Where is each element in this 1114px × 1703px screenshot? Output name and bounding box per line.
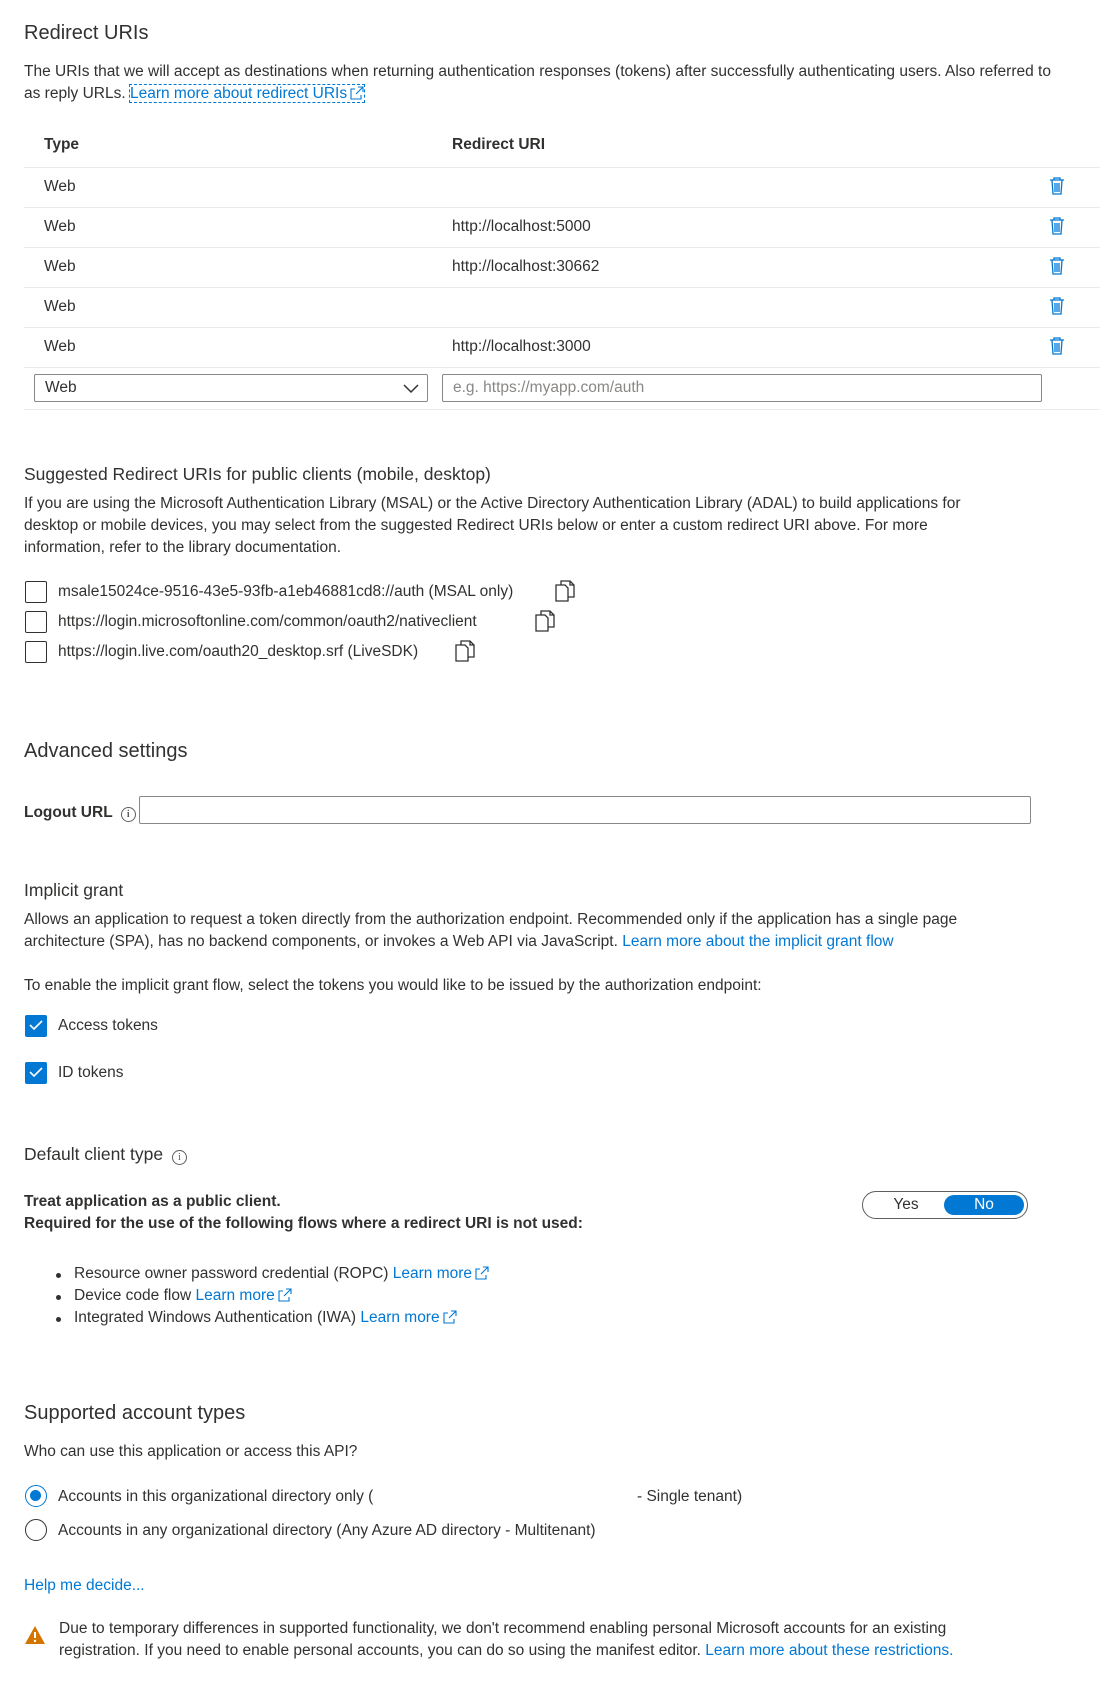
divider	[24, 409, 1100, 410]
access-tokens-label: Access tokens	[58, 1017, 158, 1034]
warning-line1: Due to temporary differences in supported functionality, we don't recommend enabling personal Microsoft accounts for an existing	[59, 1620, 947, 1637]
toggle-yes[interactable]: Yes	[893, 1196, 919, 1213]
checkmark-icon	[29, 1020, 43, 1031]
suggested-line1: If you are using the Microsoft Authentication Library (MSAL) or the Active Directory Authentication Library (ADAL) to build applications for	[24, 495, 961, 512]
suggested-title: Suggested Redirect URIs for public clients (mobile, desktop)	[24, 464, 491, 484]
required-flows-text: Required for the use of the following flows where a redirect URI is not used:	[24, 1215, 583, 1232]
bullet	[56, 1273, 61, 1278]
checkmark-icon	[29, 1067, 43, 1078]
client-type-title-wrap	[24, 1144, 187, 1165]
divider	[24, 287, 1100, 288]
flow-item	[74, 1285, 292, 1307]
flow-item	[74, 1263, 489, 1285]
external-link-icon	[475, 1266, 489, 1280]
external-link-icon	[278, 1288, 292, 1302]
implicit-line2: architecture (SPA), has no backend components, or invokes a Web API via JavaScript.	[24, 933, 618, 950]
redirect-uris-title: Redirect URIs	[24, 22, 149, 44]
row-uri: http://localhost:3000	[452, 338, 591, 355]
redirect-desc-line1: The URIs that we will accept as destinations when returning authentication responses (tokens) after successfully authenticating users. Also referred to	[24, 63, 1051, 80]
help-me-decide-link[interactable]: Help me decide...	[24, 1577, 145, 1594]
treat-public-client: Treat application as a public client.	[24, 1193, 281, 1210]
learn-more-label: Learn more	[360, 1309, 440, 1326]
suggested-option-label: msale15024ce-9516-43e5-93fb-a1eb46881cd8://auth (MSAL only)	[58, 583, 514, 600]
col-header-type: Type	[44, 136, 80, 153]
redirect-uri-input[interactable]	[442, 374, 1042, 402]
divider	[24, 367, 1100, 368]
learn-more-restrictions-link[interactable]: Learn more about these restrictions.	[705, 1642, 954, 1659]
suggested-checkbox[interactable]	[25, 611, 47, 633]
flow-text: Device code flow	[74, 1287, 192, 1304]
copy-icon[interactable]	[535, 610, 555, 632]
suggested-option-label: https://login.live.com/oauth20_desktop.srf (LiveSDK)	[58, 643, 419, 660]
learn-more-link[interactable]	[195, 1287, 291, 1304]
public-client-toggle[interactable]	[862, 1191, 1028, 1219]
single-tenant-label-b: - Single tenant)	[637, 1488, 743, 1505]
logout-label-wrap	[24, 804, 136, 822]
delete-icon[interactable]	[1048, 296, 1066, 316]
id-tokens-label: ID tokens	[58, 1064, 124, 1081]
delete-icon[interactable]	[1048, 216, 1066, 236]
copy-icon[interactable]	[555, 580, 575, 602]
single-tenant-label-a: Accounts in this organizational directory only (	[58, 1488, 374, 1505]
logout-label: Logout URL	[24, 804, 113, 821]
divider	[24, 207, 1100, 208]
client-type-title: Default client type	[24, 1144, 164, 1164]
external-link-icon	[350, 86, 364, 100]
learn-more-label: Learn more	[195, 1287, 275, 1304]
bullet	[56, 1317, 61, 1322]
flow-item	[74, 1307, 457, 1329]
delete-icon[interactable]	[1048, 256, 1066, 276]
id-tokens-checkbox[interactable]	[25, 1062, 47, 1084]
single-tenant-radio[interactable]	[25, 1485, 47, 1507]
row-uri: http://localhost:30662	[452, 258, 600, 275]
suggested-checkbox[interactable]	[25, 641, 47, 663]
row-type: Web	[44, 178, 76, 195]
learn-more-implicit-link[interactable]: Learn more about the implicit grant flow	[622, 933, 894, 950]
col-header-uri: Redirect URI	[452, 136, 546, 153]
warning-icon	[24, 1625, 46, 1645]
copy-icon[interactable]	[455, 640, 475, 662]
suggested-option-label: https://login.microsoftonline.com/common/oauth2/nativeclient	[58, 613, 477, 630]
access-tokens-checkbox[interactable]	[25, 1015, 47, 1037]
flow-text: Resource owner password credential (ROPC)	[74, 1265, 389, 1282]
redirect-desc-line2-wrap	[24, 83, 364, 105]
delete-icon[interactable]	[1048, 176, 1066, 196]
row-type: Web	[44, 298, 76, 315]
warning-line2-wrap	[59, 1640, 953, 1662]
type-select[interactable]	[34, 374, 428, 402]
info-icon[interactable]: i	[172, 1150, 187, 1165]
suggested-checkbox[interactable]	[25, 581, 47, 603]
chevron-down-icon	[403, 382, 419, 394]
delete-icon[interactable]	[1048, 336, 1066, 356]
toggle-no[interactable]: No	[944, 1195, 1024, 1215]
implicit-line2-wrap	[24, 931, 894, 953]
advanced-title: Advanced settings	[24, 740, 188, 762]
logout-url-input[interactable]	[139, 796, 1031, 824]
learn-more-label: Learn more	[392, 1265, 473, 1282]
learn-more-link[interactable]	[360, 1309, 456, 1326]
redirect-desc-line2: as reply URLs.	[24, 85, 126, 102]
divider	[24, 247, 1100, 248]
learn-more-redirect-label: Learn more about redirect URIs	[129, 85, 348, 102]
row-uri: http://localhost:5000	[452, 218, 591, 235]
implicit-enable-text: To enable the implicit grant flow, select the tokens you would like to be issued by the authorization endpoint:	[24, 977, 762, 994]
divider	[24, 167, 1100, 168]
info-icon[interactable]: i	[121, 807, 136, 822]
row-type: Web	[44, 338, 76, 355]
suggested-line3: information, refer to the library documentation.	[24, 539, 342, 556]
row-type: Web	[44, 218, 76, 235]
row-type: Web	[44, 258, 76, 275]
multitenant-label: Accounts in any organizational directory (Any Azure AD directory - Multitenant)	[58, 1522, 596, 1539]
accounts-title: Supported account types	[24, 1402, 246, 1424]
suggested-line2: desktop or mobile devices, you may select from the suggested Redirect URIs below or enter a custom redirect URI above. For more	[24, 517, 928, 534]
flow-text: Integrated Windows Authentication (IWA)	[74, 1309, 357, 1326]
learn-more-redirect-link[interactable]	[130, 85, 364, 102]
learn-more-link[interactable]	[393, 1265, 489, 1282]
external-link-icon	[443, 1310, 457, 1324]
implicit-line1: Allows an application to request a token directly from the authorization endpoint. Recommended only if the application has a single page	[24, 911, 958, 928]
warning-line2: registration. If you need to enable personal accounts, you can do so using the manifest editor.	[59, 1642, 701, 1659]
multitenant-radio[interactable]	[25, 1519, 47, 1541]
type-select-value: Web	[45, 379, 77, 396]
accounts-question: Who can use this application or access this API?	[24, 1443, 358, 1460]
divider	[24, 327, 1100, 328]
implicit-title: Implicit grant	[24, 880, 124, 900]
bullet	[56, 1295, 61, 1300]
